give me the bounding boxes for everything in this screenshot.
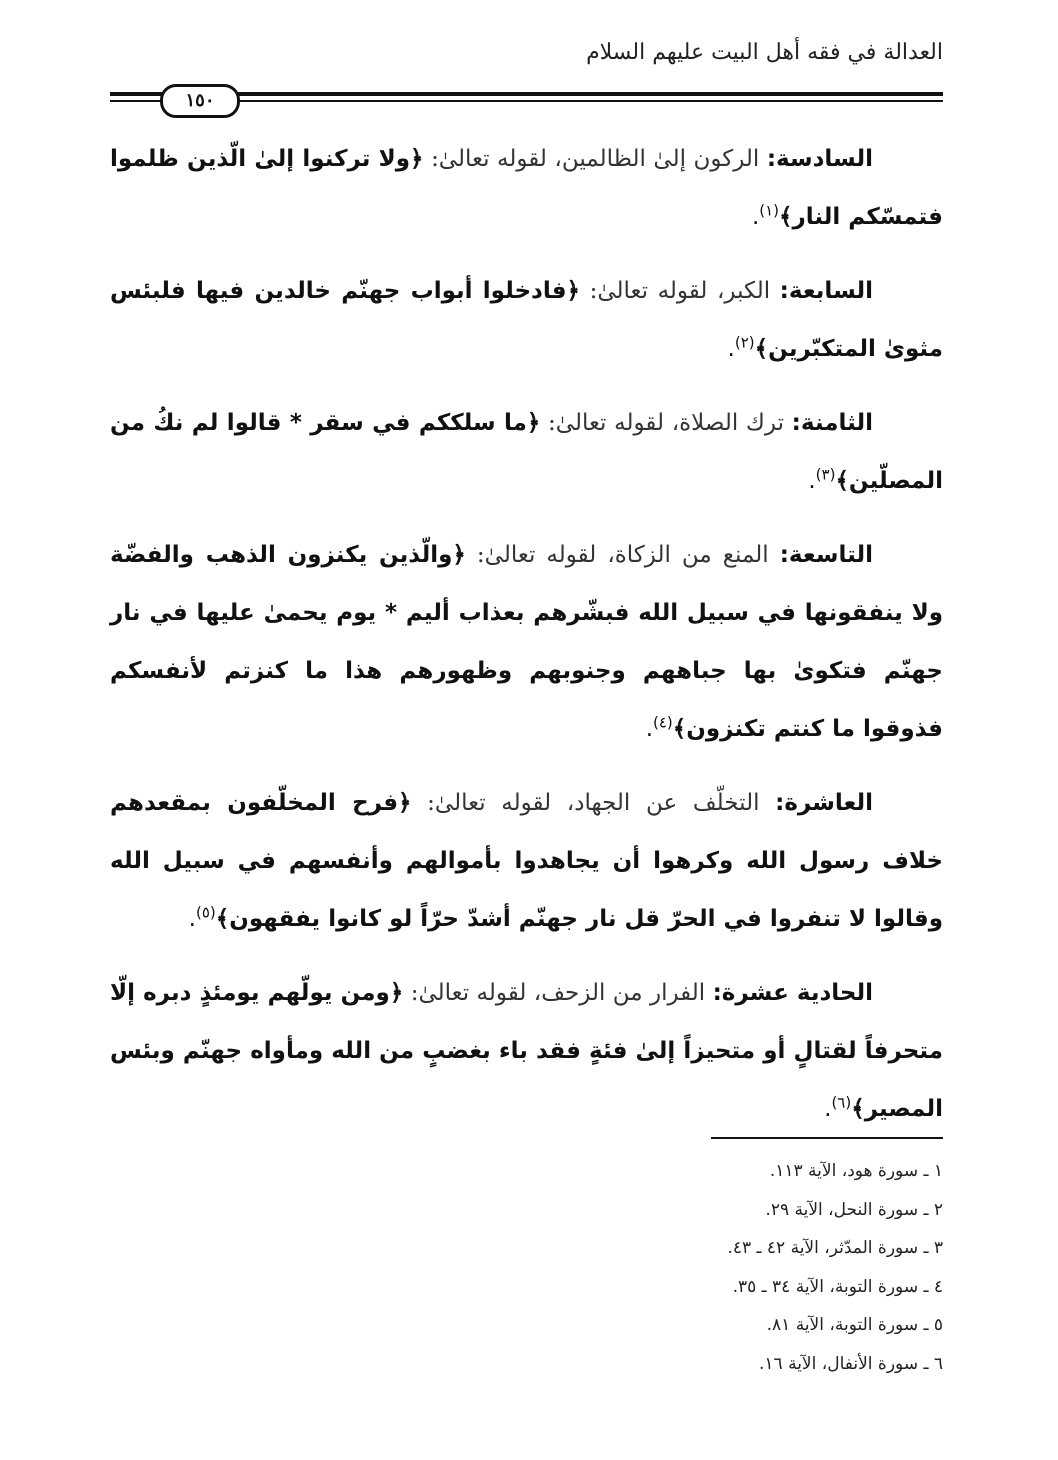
paragraph-text: المنع من الزكاة، لقوله تعالىٰ: — [465, 542, 780, 568]
paragraph-end: . — [727, 336, 735, 362]
footnote-item: ٣ ـ سورة المدّثر، الآية ٤٢ ـ ٤٣. — [727, 1238, 943, 1258]
paragraph-end: . — [808, 468, 816, 494]
paragraph-text: الركون إلىٰ الظالمين، لقوله تعالىٰ: — [423, 146, 767, 172]
footnote-ref[interactable]: (٦) — [831, 1093, 852, 1112]
paragraph-label: السادسة: — [766, 146, 873, 172]
running-title: العدالة في فقه أهل البيت عليهم السلام — [586, 40, 943, 65]
paragraph-text: ترك الصلاة، لقوله تعالىٰ: — [540, 410, 792, 436]
footnote-item: ٦ ـ سورة الأنفال، الآية ١٦. — [759, 1353, 943, 1374]
quran-quote: ﴿ومن يولّهم يومئذٍ دبره إلّا متحرفاً لقتالٍ أو متحيزاً إلىٰ فئةٍ فقد باء بغضبٍ من الله ومأواه جهنّم وبئس المصير﴾ — [110, 980, 943, 1122]
paragraph-end: . — [751, 204, 760, 230]
paragraph-label: العاشرة: — [775, 790, 873, 816]
quran-quote: ﴿ما سلككم في سقر * قالوا لم نكُ من المصلّين﴾ — [110, 410, 943, 494]
page-number: ١٥٠ — [160, 84, 240, 118]
paragraph-tenth — [110, 774, 943, 948]
paragraph-label: الحادية عشرة: — [712, 980, 874, 1006]
paragraph-label: التاسعة: — [779, 542, 873, 568]
paragraph-label: الثامنة: — [791, 410, 873, 436]
footnote-item: ٤ ـ سورة التوبة، الآية ٣٤ ـ ٣٥. — [732, 1276, 943, 1297]
paragraph-ninth — [110, 526, 943, 758]
footnote-ref[interactable]: (٤) — [653, 713, 673, 732]
paragraph-eleventh — [110, 964, 943, 1138]
footnote-item: ٢ ـ سورة النحل، الآية ٢٩. — [765, 1199, 943, 1220]
paragraph-eighth — [110, 394, 943, 510]
paragraph-end: . — [188, 906, 196, 932]
footnote-ref[interactable]: (٥) — [195, 903, 216, 922]
quran-quote: ﴿ولا تركنوا إلىٰ الّذين ظلموا فتمسّكم النار﴾ — [110, 146, 943, 230]
footnote-item: ١ ـ سورة هود، الآية ١١٣. — [769, 1161, 943, 1181]
footnote-item: ٥ ـ سورة التوبة، الآية ٨١. — [766, 1315, 943, 1335]
body-text — [110, 130, 943, 1154]
footnote-ref[interactable]: (١) — [759, 201, 780, 220]
paragraph-text: الفرار من الزحف، لقوله تعالىٰ: — [403, 980, 713, 1006]
paragraph-end: . — [824, 1096, 832, 1122]
paragraph-text: التخلّف عن الجهاد، لقوله تعالىٰ: — [411, 790, 776, 816]
footnote-ref[interactable]: (٢) — [734, 333, 755, 352]
paragraph-text: الكبر، لقوله تعالىٰ: — [580, 278, 780, 304]
paragraph-sixth — [110, 130, 943, 246]
quran-quote: ﴿فادخلوا أبواب جهنّم خالدين فيها فلبئس مثوىٰ المتكبّرين﴾ — [110, 278, 943, 362]
footnotes-list — [727, 1152, 943, 1383]
paragraph-label: السابعة: — [779, 278, 873, 304]
quran-quote: ﴿والّذين يكنزون الذهب والفضّة ولا ينفقونها في سبيل الله فبشّرهم بعذاب أليم * يوم يحمىٰ عليها في نار جهنّم فتكوىٰ بها جباههم وجنوبهم وظهورهم هذا ما كنزتم لأنفسكم فذوقوا ما كنتم تكنزون﴾ — [110, 542, 943, 742]
footnote-ref[interactable]: (٣) — [815, 465, 836, 484]
quran-quote: ﴿فرح المخلّفون بمقعدهم خلاف رسول الله وكرهوا أن يجاهدوا بأموالهم وأنفسهم في سبيل الله وقالوا لا تنفروا في الحرّ قل نار جهنّم أشدّ حرّاً لو كانوا يفقهون﴾ — [110, 790, 943, 932]
paragraph-seventh — [110, 262, 943, 378]
paragraph-end: . — [645, 716, 653, 742]
footnote-separator — [711, 1137, 943, 1139]
